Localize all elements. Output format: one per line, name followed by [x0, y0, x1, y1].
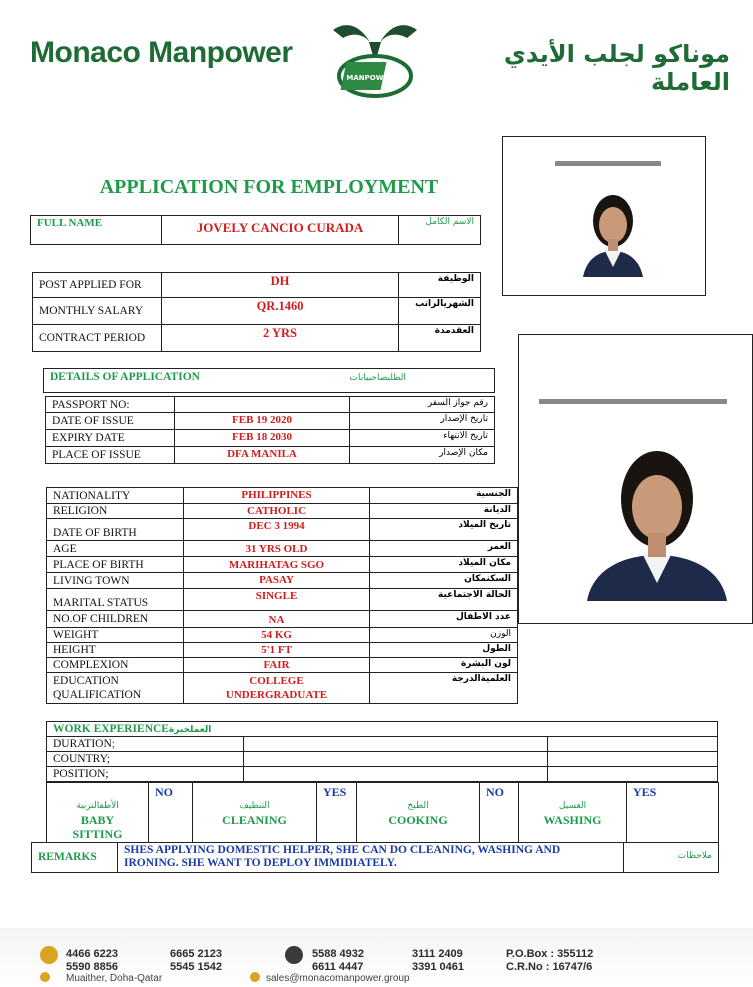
passport-no-label-ar: رقم جواز السفر [350, 397, 495, 413]
height-value: 5'1 FT [184, 643, 370, 658]
footer-phone-8: 3391 0461 [412, 961, 464, 973]
table-row [47, 573, 518, 589]
skill-cooking [357, 783, 480, 843]
date-of-issue-label: DATE OF ISSUE [46, 413, 175, 430]
date-of-issue-label-ar: تاريخ الإصدار [350, 413, 495, 430]
monthly-salary-value: QR.1460 [162, 298, 399, 325]
religion-value: CATHOLIC [184, 504, 370, 519]
work-experience-table [46, 721, 718, 782]
contract-period-label: CONTRACT PERIOD [33, 325, 162, 352]
details-header [43, 368, 495, 393]
education-value [184, 673, 370, 704]
education-label-line-2: QUALIFICATION [53, 689, 142, 701]
marital-status-value: SINGLE [184, 589, 370, 611]
remarks-table [31, 842, 719, 873]
footer [0, 928, 753, 987]
country-cell-2 [548, 752, 718, 767]
location-icon [40, 972, 50, 982]
place-of-birth-label-ar: مكان الميلاد [370, 557, 518, 573]
table-row [46, 397, 495, 413]
table-row [47, 628, 518, 643]
skill-washing [519, 783, 627, 843]
full-name-label-ar: الاسم الكامل [399, 216, 481, 245]
country-label: COUNTRY; [47, 752, 244, 767]
skills-table [46, 782, 719, 843]
remarks-line-2: IRONING. SHE WANT TO DEPLOY IMMIDIATELY. [124, 857, 397, 869]
form-title: APPLICATION FOR EMPLOYMENT [99, 176, 439, 198]
dob-value: DEC 3 1994 [184, 519, 370, 541]
height-label-ar: الطول [370, 643, 518, 658]
full-name-value: JOVELY CANCIO CURADA [162, 216, 399, 245]
dob-label: DATE OF BIRTH [47, 519, 184, 541]
monthly-salary-label-ar: الشهريالراتب [399, 298, 481, 325]
children-value: NA [184, 611, 370, 628]
photo-small-bar [555, 161, 661, 166]
footer-phone-4: 5545 1542 [170, 961, 222, 973]
logo-text: MANPOWER [346, 74, 394, 82]
duration-cell-1 [244, 737, 548, 752]
place-of-birth-label: PLACE OF BIRTH [47, 557, 184, 573]
height-label: HEIGHT [47, 643, 184, 658]
remarks-text [118, 843, 624, 873]
photo-large-bar [539, 399, 727, 404]
skill-washing-answer: YES [627, 783, 719, 843]
table-row [46, 413, 495, 430]
dob-label-ar: تاريخ الميلاد [370, 519, 518, 541]
skill-cleaning-ar: التنظيف [239, 801, 270, 811]
place-of-birth-value: MARIHATAG SGO [184, 557, 370, 573]
expiry-date-value: FEB 18 2030 [175, 430, 350, 447]
table-row [47, 767, 718, 782]
place-of-issue-value: DFA MANILA [175, 447, 350, 464]
company-logo [325, 22, 425, 104]
table-row [47, 752, 718, 767]
applicant-photo-small [565, 181, 661, 277]
skill-washing-ar: الغسيل [558, 801, 587, 811]
table-row [47, 589, 518, 611]
photo-small-frame [502, 136, 706, 296]
work-experience-label: WORK EXPERIENCE [53, 723, 169, 735]
marital-status-label: MARITAL STATUS [47, 589, 184, 611]
duration-label: DURATION; [47, 737, 244, 752]
table-row [47, 557, 518, 573]
brand-name-arabic: موناكو لجلب الأيدي العاملة [503, 40, 730, 96]
phone-icon [40, 946, 58, 964]
footer-cr: C.R.No : 16747/6 [506, 961, 593, 973]
email-icon [250, 972, 260, 982]
passport-no-value [175, 397, 350, 413]
passport-no-label: PASSPORT NO: [46, 397, 175, 413]
footer-phone-3: 5590 8856 [66, 961, 118, 973]
skill-baby-sitting-answer: NO [149, 783, 193, 843]
post-applied-label-ar: الوظيفة [399, 273, 481, 298]
place-of-issue-label-ar: مكان الإصدار [350, 447, 495, 464]
education-label [47, 673, 184, 704]
position-cell-2 [548, 767, 718, 782]
children-label-ar: عدد الاطفال [370, 611, 518, 628]
footer-phone-1: 4466 6223 [66, 948, 118, 960]
photo-large-frame [518, 334, 753, 624]
living-town-value: PASAY [184, 573, 370, 589]
duration-cell-2 [548, 737, 718, 752]
education-label-line-1: EDUCATION [53, 675, 119, 687]
work-experience-header [47, 722, 718, 737]
footer-pobox: P.O.Box : 355112 [506, 948, 594, 960]
applicant-photo-large [587, 437, 727, 601]
details-label-ar: الطلبصاحبيانات [344, 369, 495, 393]
nationality-value: PHILIPPINES [184, 488, 370, 504]
date-of-issue-value: FEB 19 2020 [175, 413, 350, 430]
expiry-date-label: EXPIRY DATE [46, 430, 175, 447]
remarks-line-1: SHES APPLYING DOMESTIC HELPER, SHE CAN DO CLEANING, WASHING AND [124, 844, 561, 856]
country-cell-1 [244, 752, 548, 767]
table-row [46, 430, 495, 447]
table-row [47, 737, 718, 752]
table-row [47, 541, 518, 557]
skill-cooking-en: COOKING [388, 813, 448, 827]
mobile-icon [285, 946, 303, 964]
skill-cooking-ar: الطبخ [407, 801, 429, 811]
children-label: NO.OF CHILDREN [47, 611, 184, 628]
religion-label-ar: الديانة [370, 504, 518, 519]
table-row [47, 519, 518, 541]
footer-phone-2: 6665 2123 [170, 948, 222, 960]
nationality-label-ar: الجنسية [370, 488, 518, 504]
nationality-label: NATIONALITY [47, 488, 184, 504]
skill-washing-en: WASHING [543, 813, 602, 827]
passport-table [45, 396, 495, 464]
full-name-table [30, 215, 481, 245]
age-label-ar: العمر [370, 541, 518, 557]
work-experience-label-ar: العملخبرة [168, 725, 212, 735]
age-value: 31 YRS OLD [184, 541, 370, 557]
footer-phone-7: 6611 4447 [312, 961, 364, 973]
table-row [47, 643, 518, 658]
brand-name: Monaco Manpower [30, 36, 293, 69]
footer-address: Muaither, Doha-Qatar [66, 973, 163, 984]
contract-period-label-ar: العقدمدة [399, 325, 481, 352]
table-row [47, 673, 518, 704]
skill-baby-sitting-ar: الأطفالتربية [76, 801, 119, 811]
remarks-label: REMARKS [32, 843, 118, 873]
footer-phone-6: 3111 2409 [412, 948, 463, 960]
table-row [46, 447, 495, 464]
weight-label: WEIGHT [47, 628, 184, 643]
living-town-label: LIVING TOWN [47, 573, 184, 589]
skill-cooking-answer: NO [480, 783, 519, 843]
post-applied-label: POST APPLIED FOR [33, 273, 162, 298]
skill-baby-sitting-en-1: BABY [80, 813, 115, 827]
place-of-issue-label: PLACE OF ISSUE [46, 447, 175, 464]
skill-baby-sitting [47, 783, 149, 843]
complexion-label-ar: لون البشرة [370, 658, 518, 673]
job-table [32, 272, 481, 352]
complexion-label: COMPLEXION [47, 658, 184, 673]
post-applied-value: DH [162, 273, 399, 298]
skill-cleaning-answer: YES [317, 783, 357, 843]
education-label-ar: العلميةالدرجة [370, 673, 518, 704]
living-town-label-ar: السكنمكان [370, 573, 518, 589]
table-row [47, 504, 518, 519]
footer-email: sales@monacomanpower.group [266, 973, 410, 984]
footer-phone-5: 5588 4932 [312, 948, 364, 960]
weight-value: 54 KG [184, 628, 370, 643]
skill-baby-sitting-en-2: SITTING [72, 827, 123, 841]
education-value-line-1: COLLEGE [249, 675, 304, 687]
position-cell-1 [244, 767, 548, 782]
contract-period-value: 2 YRS [162, 325, 399, 352]
complexion-value: FAIR [184, 658, 370, 673]
details-label: DETAILS OF APPLICATION [44, 369, 344, 393]
personal-table [46, 487, 518, 704]
table-row [47, 488, 518, 504]
marital-status-label-ar: الحالة الاجتماعية [370, 589, 518, 611]
weight-label-ar: الوزن [370, 628, 518, 643]
table-row [47, 658, 518, 673]
religion-label: RELIGION [47, 504, 184, 519]
skill-cleaning-en: CLEANING [222, 813, 287, 827]
position-label: POSITION; [47, 767, 244, 782]
education-value-line-2: UNDERGRADUATE [225, 689, 328, 701]
skill-cleaning [193, 783, 317, 843]
table-row [47, 611, 518, 628]
full-name-label: FULL NAME [31, 216, 162, 245]
expiry-date-label-ar: تاريخ الانتهاء [350, 430, 495, 447]
age-label: AGE [47, 541, 184, 557]
remarks-label-ar: ملاحظات [624, 843, 719, 873]
monthly-salary-label: MONTHLY SALARY [33, 298, 162, 325]
